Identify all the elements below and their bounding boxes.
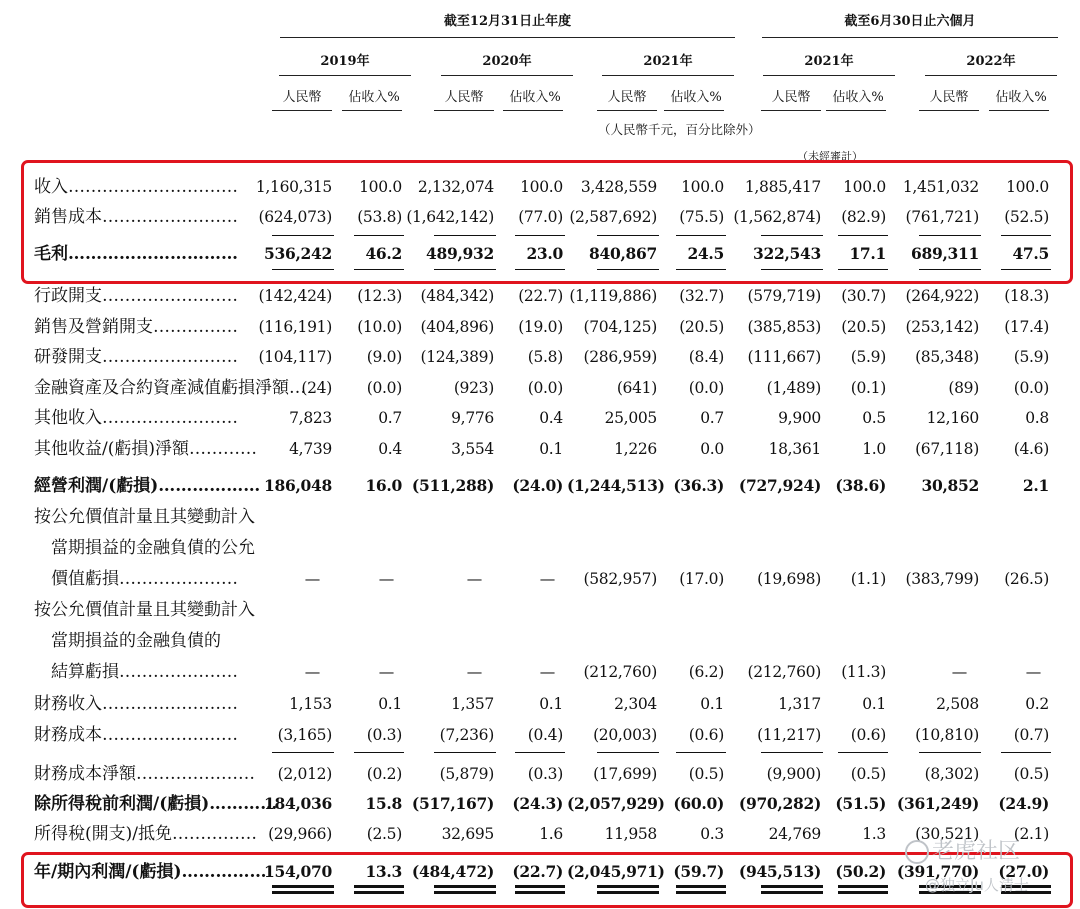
table-cell: (212,760): [747, 663, 821, 681]
table-cell: (8.4): [688, 348, 724, 366]
table-cell: (383,799): [905, 570, 979, 588]
row-label: 銷售及營銷開支……………: [34, 317, 238, 337]
table-cell: —: [304, 663, 320, 681]
table-cell: (385,853): [747, 318, 821, 336]
table-cell: (5,879): [439, 765, 494, 783]
table-cell: (22.7): [518, 287, 563, 305]
table-cell: (2,012): [277, 765, 332, 783]
divider: [597, 110, 657, 111]
column-header-rmb: 人民幣: [282, 90, 322, 105]
table-cell: (0.5): [1013, 765, 1049, 783]
table-cell: (0.0): [366, 379, 402, 397]
table-cell: 840,867: [588, 244, 657, 263]
table-cell: (10.0): [357, 318, 402, 336]
year-header: 2021年: [643, 54, 693, 69]
table-cell: (2,587,692): [569, 208, 657, 226]
table-cell: 9,776: [451, 409, 494, 427]
table-cell: 1,885,417: [744, 178, 821, 196]
table-cell: 3,428,559: [580, 178, 657, 196]
table-cell: 1,226: [614, 440, 657, 458]
table-cell: (75.5): [679, 208, 724, 226]
table-cell: 0.1: [862, 695, 886, 713]
table-cell: (52.5): [1004, 208, 1049, 226]
table-cell: 0.1: [539, 695, 563, 713]
table-cell: 2,304: [614, 695, 657, 713]
table-cell: (8,302): [924, 765, 979, 783]
table-cell: (111,667): [747, 348, 821, 366]
table-cell: (38.6): [835, 476, 886, 495]
table-cell: (641): [616, 379, 657, 397]
table-cell: 1.3: [862, 825, 886, 843]
row-label: 當期損益的金融負債的: [34, 631, 221, 651]
row-label: 結算虧損…………………: [34, 662, 238, 682]
divider: [602, 75, 734, 76]
group-header-fiscal-year: 截至12月31日止年度: [443, 14, 572, 29]
table-cell: (945,513): [738, 862, 821, 881]
table-cell: 30,852: [921, 476, 979, 495]
table-cell: (59.7): [673, 862, 724, 881]
table-cell: (20.5): [841, 318, 886, 336]
table-cell: (253,142): [905, 318, 979, 336]
table-cell: 47.5: [1012, 244, 1049, 263]
table-cell: (2.5): [366, 825, 402, 843]
table-cell: (511,288): [411, 476, 494, 495]
column-header-pct: 佔收入%: [670, 90, 722, 105]
table-cell: (582,957): [583, 570, 657, 588]
table-cell: 18,361: [768, 440, 821, 458]
row-label: 其他收益/(虧損)淨額…………: [34, 439, 257, 459]
table-cell: (727,924): [738, 476, 821, 495]
table-cell: 11,958: [604, 825, 657, 843]
table-cell: (0.6): [850, 726, 886, 744]
row-label: 研發開支……………………: [34, 347, 238, 367]
table-cell: (9,900): [766, 765, 821, 783]
watermark-logo: [905, 834, 1020, 865]
table-cell: (0.7): [1013, 726, 1049, 744]
table-cell: 1,317: [778, 695, 821, 713]
table-cell: (24.3): [512, 794, 563, 813]
table-cell: (1,244,513): [567, 476, 665, 495]
table-cell: (579,719): [747, 287, 821, 305]
table-cell: (0.3): [366, 726, 402, 744]
table-cell: 1,153: [289, 695, 332, 713]
table-cell: (60.0): [673, 794, 724, 813]
table-cell: (0.5): [688, 765, 724, 783]
divider: [761, 110, 821, 111]
table-cell: (1,562,874): [733, 208, 821, 226]
table-cell: —: [304, 570, 320, 588]
table-cell: (22.7): [512, 862, 563, 881]
table-cell: 0.0: [700, 440, 724, 458]
row-label: 年/期內利潤/(虧損)……………: [34, 862, 267, 882]
table-cell: 1,160,315: [255, 178, 332, 196]
table-cell: 154,070: [263, 862, 332, 881]
table-cell: (5.8): [527, 348, 563, 366]
table-cell: 17.1: [849, 244, 886, 263]
underline-rule: [1001, 752, 1051, 753]
underline-rule: [354, 752, 404, 753]
table-cell: 0.2: [1025, 695, 1049, 713]
table-cell: —: [378, 663, 394, 681]
table-cell: (11.3): [841, 663, 886, 681]
table-cell: 24.5: [687, 244, 724, 263]
underline-rule: [597, 752, 659, 753]
row-label: 除所得稅前利潤/(虧損)…………: [34, 794, 278, 814]
underline-rule: [761, 752, 823, 753]
row-label: 按公允價值計量且其變動計入: [34, 600, 255, 620]
divider: [925, 75, 1057, 76]
table-cell: 25,005: [604, 409, 657, 427]
row-label: 財務收入……………………: [34, 694, 238, 714]
divider: [664, 110, 724, 111]
column-header-rmb: 人民幣: [771, 90, 811, 105]
table-cell: —: [378, 570, 394, 588]
table-cell: (29,966): [268, 825, 332, 843]
underline-rule: [434, 752, 496, 753]
table-cell: 2,508: [936, 695, 979, 713]
table-cell: (124,389): [420, 348, 494, 366]
table-cell: (24.9): [998, 794, 1049, 813]
column-header-rmb: 人民幣: [607, 90, 647, 105]
year-header: 2022年: [966, 54, 1016, 69]
table-cell: —: [466, 570, 482, 588]
table-cell: (10,810): [915, 726, 979, 744]
table-cell: (17,699): [593, 765, 657, 783]
row-label: 所得稅(開支)/抵免……………: [34, 824, 257, 844]
year-header: 2021年: [804, 54, 854, 69]
table-cell: (26.5): [1004, 570, 1049, 588]
table-cell: 2.1: [1022, 476, 1049, 495]
table-cell: (116,191): [258, 318, 332, 336]
divider: [762, 37, 1058, 38]
table-cell: (0.2): [366, 765, 402, 783]
row-label: 當期損益的金融負債的公允: [34, 538, 255, 558]
table-cell: 100.0: [843, 178, 886, 196]
table-cell: 100.0: [1006, 178, 1049, 196]
table-cell: 2,132,074: [417, 178, 494, 196]
table-cell: 23.0: [526, 244, 563, 263]
underline-rule: [272, 752, 334, 753]
underline-rule: [515, 752, 565, 753]
underline-rule: [676, 752, 726, 753]
row-label: 經營利潤/(虧損)………………: [34, 476, 261, 496]
table-cell: (24): [301, 379, 332, 397]
column-header-rmb: 人民幣: [444, 90, 484, 105]
table-cell: (0.6): [688, 726, 724, 744]
table-cell: (32.7): [679, 287, 724, 305]
table-cell: (89): [948, 379, 979, 397]
divider: [280, 37, 735, 38]
table-cell: (19,698): [757, 570, 821, 588]
table-cell: 0.1: [378, 695, 402, 713]
table-cell: 0.3: [700, 825, 724, 843]
table-cell: (20.5): [679, 318, 724, 336]
column-header-pct: 佔收入%: [509, 90, 561, 105]
table-cell: 0.4: [539, 409, 563, 427]
table-cell: (36.3): [673, 476, 724, 495]
unaudited-note: （未經審計）: [797, 150, 863, 163]
table-cell: (6.2): [688, 663, 724, 681]
table-cell: 0.8: [1025, 409, 1049, 427]
table-cell: (2,057,929): [567, 794, 665, 813]
table-cell: (1,119,886): [569, 287, 657, 305]
table-cell: 0.4: [378, 440, 402, 458]
table-cell: (0.0): [1013, 379, 1049, 397]
table-cell: 184,036: [263, 794, 332, 813]
column-header-pct: 佔收入%: [995, 90, 1047, 105]
year-header: 2020年: [482, 54, 532, 69]
table-cell: (11,217): [757, 726, 821, 744]
table-cell: (970,282): [738, 794, 821, 813]
table-cell: 536,242: [263, 244, 332, 263]
row-label: 財務成本……………………: [34, 725, 238, 745]
watermark-brand: 老虎社区: [932, 839, 1021, 864]
table-cell: (104,117): [258, 348, 332, 366]
unit-note: （人民幣千元，百分比除外）: [598, 122, 761, 137]
table-cell: 1.0: [862, 440, 886, 458]
table-cell: 16.0: [365, 476, 402, 495]
table-cell: (53.8): [357, 208, 402, 226]
table-cell: 3,554: [451, 440, 494, 458]
table-cell: (19.0): [518, 318, 563, 336]
row-label: 金融資產及合約資產減值虧損淨額…: [34, 378, 306, 398]
table-cell: (264,922): [905, 287, 979, 305]
table-cell: (2,045,971): [567, 862, 665, 881]
table-cell: 100.0: [681, 178, 724, 196]
divider: [342, 110, 402, 111]
underline-rule: [838, 752, 888, 753]
table-cell: —: [539, 663, 555, 681]
table-cell: (1,489): [766, 379, 821, 397]
table-cell: (5.9): [1013, 348, 1049, 366]
row-label: 價值虧損…………………: [34, 569, 238, 589]
highlight-box-gross-profit: [21, 160, 1073, 284]
divider: [434, 110, 494, 111]
table-cell: 100.0: [520, 178, 563, 196]
table-cell: (404,896): [420, 318, 494, 336]
divider: [989, 110, 1049, 111]
divider: [826, 110, 886, 111]
divider: [919, 110, 979, 111]
table-cell: 0.7: [378, 409, 402, 427]
table-cell: (7,236): [439, 726, 494, 744]
table-cell: (1.1): [850, 570, 886, 588]
row-label: 收入…………………………: [34, 177, 238, 197]
table-cell: (484,342): [420, 287, 494, 305]
table-cell: (67,118): [915, 440, 979, 458]
divider: [503, 110, 563, 111]
table-cell: (51.5): [835, 794, 886, 813]
table-cell: 689,311: [910, 244, 979, 263]
divider: [441, 75, 573, 76]
table-cell: 100.0: [359, 178, 402, 196]
table-cell: (361,249): [896, 794, 979, 813]
underline-rule: [919, 752, 981, 753]
table-cell: (85,348): [915, 348, 979, 366]
row-label: 按公允價值計量且其變動計入: [34, 507, 255, 527]
table-cell: (484,472): [411, 862, 494, 881]
table-cell: 1,451,032: [902, 178, 979, 196]
table-cell: (0.1): [850, 379, 886, 397]
table-cell: 186,048: [263, 476, 332, 495]
table-cell: 0.1: [700, 695, 724, 713]
table-cell: (0.3): [527, 765, 563, 783]
table-cell: (212,760): [583, 663, 657, 681]
table-cell: (142,424): [258, 287, 332, 305]
table-cell: (20,003): [593, 726, 657, 744]
table-cell: 13.3: [365, 862, 402, 881]
divider: [763, 75, 895, 76]
divider: [272, 110, 332, 111]
table-cell: (3,165): [277, 726, 332, 744]
table-cell: 0.7: [700, 409, 724, 427]
table-cell: (0.4): [527, 726, 563, 744]
table-cell: (4.6): [1013, 440, 1049, 458]
row-label: 其他收入……………………: [34, 408, 238, 428]
table-cell: (517,167): [411, 794, 494, 813]
table-cell: (0.5): [850, 765, 886, 783]
table-cell: (18.3): [1004, 287, 1049, 305]
table-cell: 24,769: [768, 825, 821, 843]
table-cell: (9.0): [366, 348, 402, 366]
table-cell: 0.1: [539, 440, 563, 458]
tiger-icon: [905, 840, 929, 864]
table-cell: (17.0): [679, 570, 724, 588]
table-cell: 15.8: [365, 794, 402, 813]
table-cell: (1,642,142): [406, 208, 494, 226]
table-cell: (761,721): [905, 208, 979, 226]
row-label: 行政開支……………………: [34, 286, 238, 306]
watermark-user: @独立Ju人清士: [925, 876, 1029, 894]
table-cell: (50.2): [835, 862, 886, 881]
table-cell: (391,770): [896, 862, 979, 881]
table-cell: (5.9): [850, 348, 886, 366]
table-cell: 489,932: [425, 244, 494, 263]
table-cell: 7,823: [289, 409, 332, 427]
row-label: 財務成本淨額…………………: [34, 764, 255, 784]
table-cell: (923): [453, 379, 494, 397]
table-cell: (0.0): [527, 379, 563, 397]
table-cell: (12.3): [357, 287, 402, 305]
row-label: 毛利…………………………: [34, 244, 238, 264]
table-cell: —: [951, 663, 967, 681]
table-cell: —: [466, 663, 482, 681]
table-cell: 9,900: [778, 409, 821, 427]
table-cell: (704,125): [583, 318, 657, 336]
table-cell: 32,695: [441, 825, 494, 843]
table-cell: (0.0): [688, 379, 724, 397]
group-header-six-months: 截至6月30日止六個月: [844, 14, 976, 29]
table-cell: (624,073): [258, 208, 332, 226]
table-cell: (77.0): [518, 208, 563, 226]
table-cell: (27.0): [998, 862, 1049, 881]
table-cell: —: [539, 570, 555, 588]
table-cell: 46.2: [365, 244, 402, 263]
table-cell: (2.1): [1013, 825, 1049, 843]
table-cell: (30.7): [841, 287, 886, 305]
table-cell: (24.0): [512, 476, 563, 495]
table-cell: (286,959): [583, 348, 657, 366]
column-header-pct: 佔收入%: [348, 90, 400, 105]
table-cell: 4,739: [289, 440, 332, 458]
table-cell: 12,160: [926, 409, 979, 427]
year-header: 2019年: [320, 54, 370, 69]
divider: [279, 75, 411, 76]
table-cell: 1,357: [451, 695, 494, 713]
column-header-rmb: 人民幣: [929, 90, 969, 105]
column-header-pct: 佔收入%: [832, 90, 884, 105]
table-cell: (17.4): [1004, 318, 1049, 336]
table-cell: —: [1025, 663, 1041, 681]
row-label: 銷售成本……………………: [34, 207, 238, 227]
table-cell: 0.5: [862, 409, 886, 427]
table-cell: (30,521): [915, 825, 979, 843]
table-cell: (82.9): [841, 208, 886, 226]
table-cell: 1.6: [539, 825, 563, 843]
table-cell: 322,543: [752, 244, 821, 263]
